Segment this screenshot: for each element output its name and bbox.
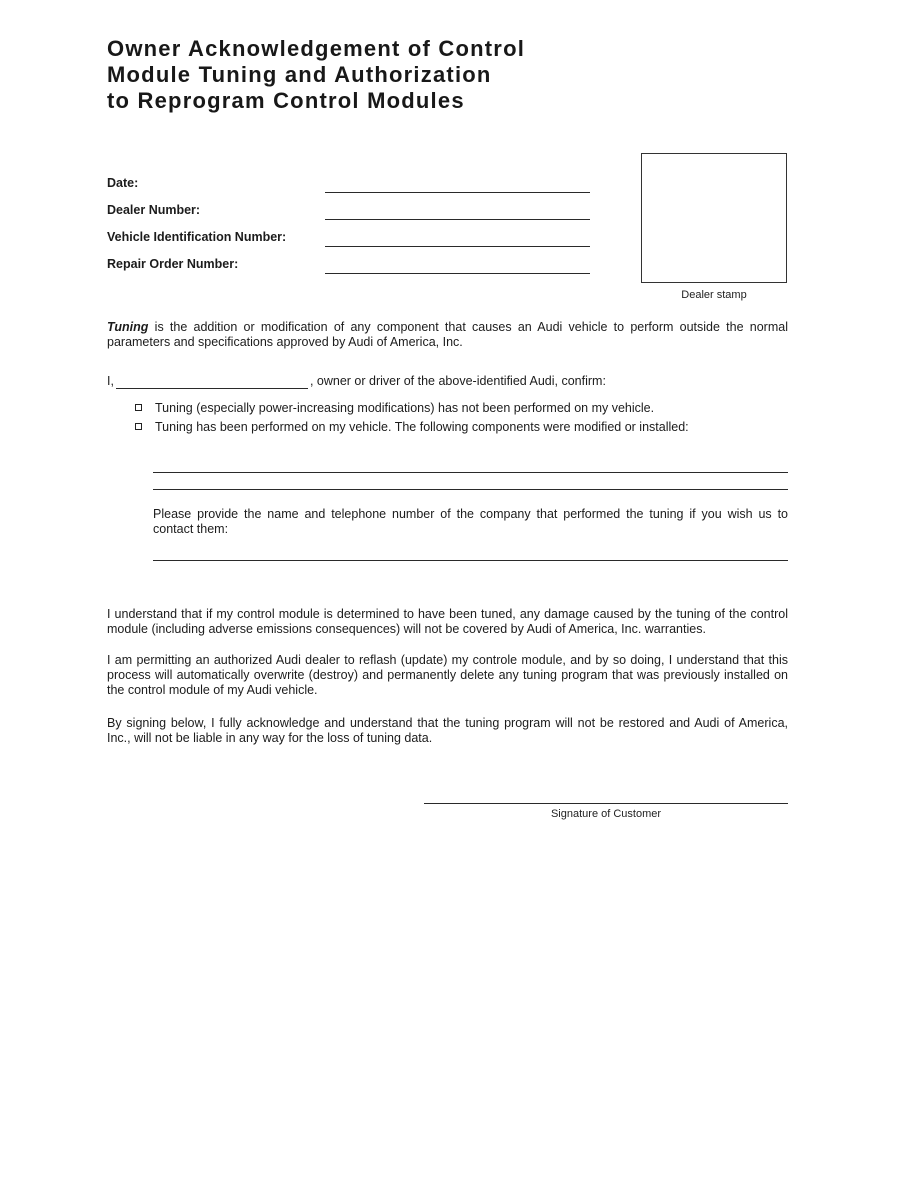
tuning-term: Tuning bbox=[107, 320, 149, 334]
field-row-repair-order bbox=[107, 247, 590, 274]
owner-confirm-line bbox=[107, 374, 788, 389]
components-input-line-1[interactable] bbox=[153, 459, 788, 473]
page-title-line-1: Owner Acknowledgement of Control bbox=[107, 36, 526, 61]
repair-order-label: Repair Order Number: bbox=[107, 257, 239, 271]
page-title-line-2: Module Tuning and Authorization bbox=[107, 62, 492, 87]
contact-prompt-text: Please provide the name and telephone number of the company that performed the tuning if you wish us to contact them: bbox=[153, 507, 788, 536]
components-input-line-2[interactable] bbox=[153, 476, 788, 490]
dealer-number-label: Dealer Number: bbox=[107, 203, 201, 217]
vin-input-line[interactable] bbox=[325, 229, 590, 247]
customer-signature-input-line[interactable] bbox=[424, 788, 788, 804]
header-fields bbox=[107, 166, 590, 274]
field-row-vin bbox=[107, 220, 590, 247]
dealer-number-input-line[interactable] bbox=[325, 202, 590, 220]
acknowledgement-paragraph: By signing below, I fully acknowledge and understand that the tuning program will not be restored and Audi of America, Inc., will not be liable in any way for the loss of tuning data. bbox=[107, 716, 788, 745]
checkbox-row-tuning-performed bbox=[135, 420, 788, 435]
no-tuning-checkbox[interactable] bbox=[135, 404, 142, 411]
date-label: Date: bbox=[107, 176, 139, 190]
confirm-prefix: I, bbox=[107, 374, 114, 388]
signature-block bbox=[424, 788, 788, 820]
checkbox-row-no-tuning bbox=[135, 401, 788, 416]
tuning-checkbox-list bbox=[107, 401, 788, 435]
date-input-line[interactable] bbox=[325, 175, 590, 193]
warranty-paragraph: I understand that if my control module is determined to have been tuned, any damage caused by the tuning of the control module (including adverse emissions consequences) will not be covered by Audi of America, Inc. warranties. bbox=[107, 607, 788, 636]
field-row-dealer-number bbox=[107, 193, 590, 220]
owner-name-input-line[interactable] bbox=[116, 376, 308, 389]
repair-order-input-line[interactable] bbox=[325, 256, 590, 274]
tuning-performed-checkbox[interactable] bbox=[135, 423, 142, 430]
page-title-line-3: to Reprogram Control Modules bbox=[107, 88, 465, 113]
dealer-stamp-label: Dealer stamp bbox=[681, 289, 747, 301]
vin-label: Vehicle Identification Number: bbox=[107, 230, 287, 244]
tuning-definition-text: is the addition or modification of any component that causes an Audi vehicle to perform outside the normal parameters and specifications approved by Audi of America, Inc. bbox=[107, 320, 788, 349]
confirm-suffix: , owner or driver of the above-identified Audi, confirm: bbox=[309, 374, 606, 388]
reflash-paragraph: I am permitting an authorized Audi dealer to reflash (update) my controle module, and by so doing, I understand that this process will automatically overwrite (destroy) and permanently delete any tuning program that was previously installed on the control module of my Audi vehicle. bbox=[107, 653, 788, 697]
no-tuning-checkbox-label: Tuning (especially power-increasing modifications) has not been performed on my vehicle. bbox=[155, 401, 655, 415]
tuning-performed-checkbox-label: Tuning has been performed on my vehicle. The following components were modified or installed: bbox=[155, 420, 689, 434]
tuning-definition-paragraph bbox=[107, 320, 788, 350]
page-title bbox=[107, 36, 788, 114]
field-row-date bbox=[107, 166, 590, 193]
contact-input-line[interactable] bbox=[153, 547, 788, 561]
signature-label: Signature of Customer bbox=[550, 808, 662, 820]
